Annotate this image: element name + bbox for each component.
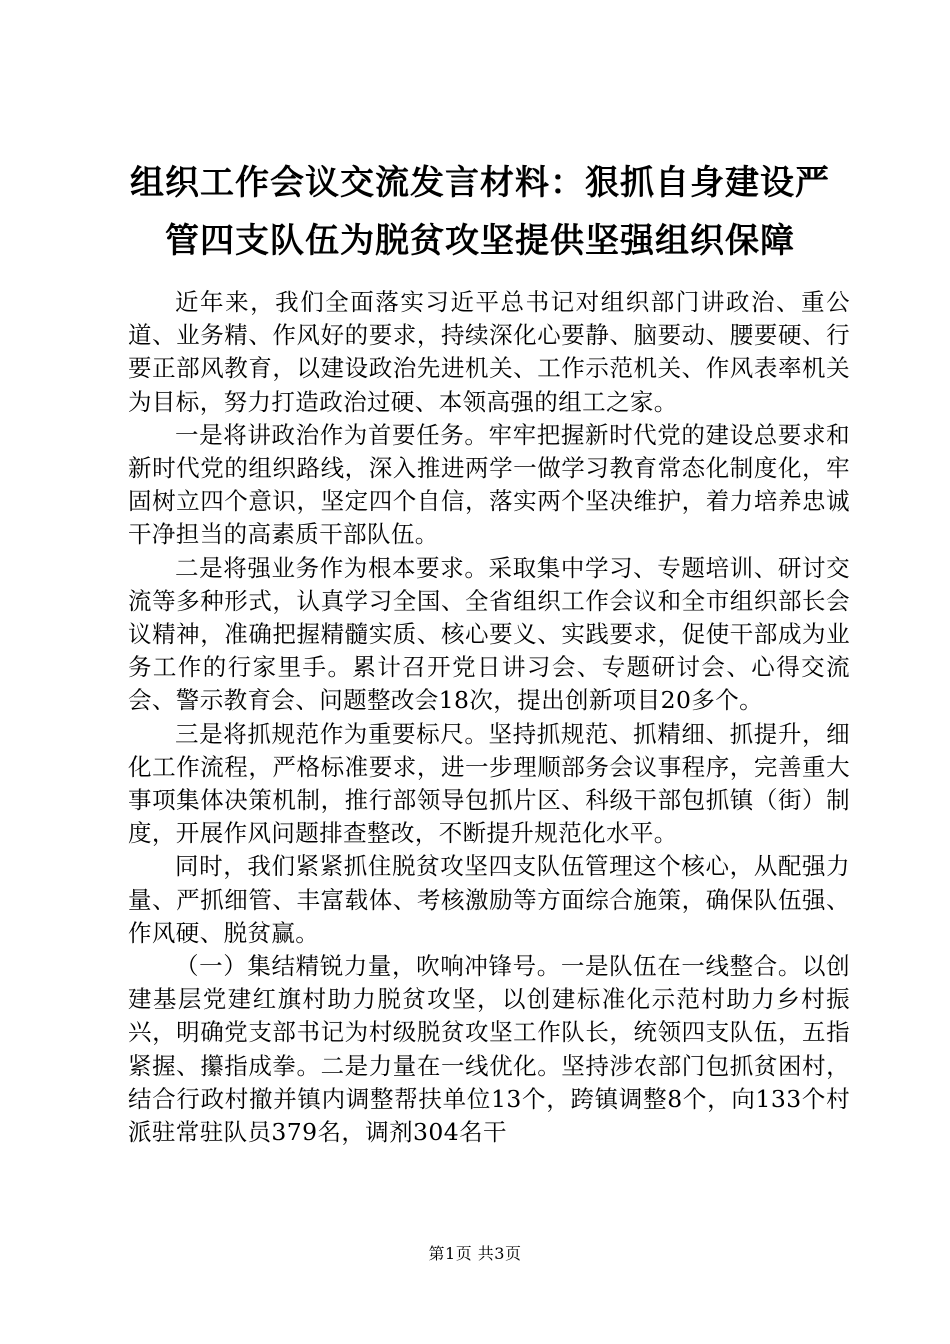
- paragraph: 同时，我们紧紧抓住脱贫攻坚四支队伍管理这个核心，从配强力量、严抓细管、丰富载体、考核激励等方面综合施策，确保队伍强、作风硬、脱贫赢。: [128, 852, 850, 947]
- paragraph: 一是将讲政治作为首要任务。牢牢把握新时代党的建设总要求和新时代党的组织路线，深入推进两学一做学习教育常态化制度化，牢固树立四个意识，坚定四个自信，落实两个坚决维护，着力培养忠诚干净担当的高素质干部队伍。: [128, 420, 850, 549]
- paragraph: 二是将强业务作为根本要求。采取集中学习、专题培训、研讨交流等多种形式，认真学习全国、全省组织工作会议和全市组织部长会议精神，准确把握精髓实质、核心要义、实践要求，促使干部成为业务工作的行家里手。累计召开党日讲习会、专题研讨会、心得交流会、警示教育会、问题整改会18次，提出创新项目20多个。: [128, 553, 850, 715]
- document-title-line-1: 组织工作会议交流发言材料：狠抓自身建设严: [130, 163, 830, 203]
- paragraph: 三是将抓规范作为重要标尺。坚持抓规范、抓精细、抓提升，细化工作流程，严格标准要求，进一步理顺部务会议事程序，完善重大事项集体决策机制，推行部领导包抓片区、科级干部包抓镇（街）制度，开展作风问题排查整改，不断提升规范化水平。: [128, 719, 850, 848]
- document-title-line-2: 管四支队伍为脱贫攻坚提供坚强组织保障: [165, 221, 795, 261]
- document-body: [128, 286, 850, 1149]
- page-footer: 第1页 共3页: [428, 1244, 522, 1263]
- paragraph: 近年来，我们全面落实习近平总书记对组织部门讲政治、重公道、业务精、作风好的要求，持续深化心要静、脑要动、腰要硬、行要正部风教育，以建设政治先进机关、工作示范机关、作风表率机关为目标，努力打造政治过硬、本领高强的组工之家。: [128, 288, 850, 416]
- paragraph: （一）集结精锐力量，吹响冲锋号。一是队伍在一线整合。以创建基层党建红旗村助力脱贫攻坚，以创建标准化示范村助力乡村振兴，明确党支部书记为村级脱贫攻坚工作队长，统领四支队伍，五指紧握、攥指成拳。二是力量在一线优化。坚持涉农部门包抓贫困村，结合行政村撤并镇内调整帮扶单位13个，跨镇调整8个，向133个村派驻常驻队员379名，调剂304名干: [128, 952, 850, 1147]
